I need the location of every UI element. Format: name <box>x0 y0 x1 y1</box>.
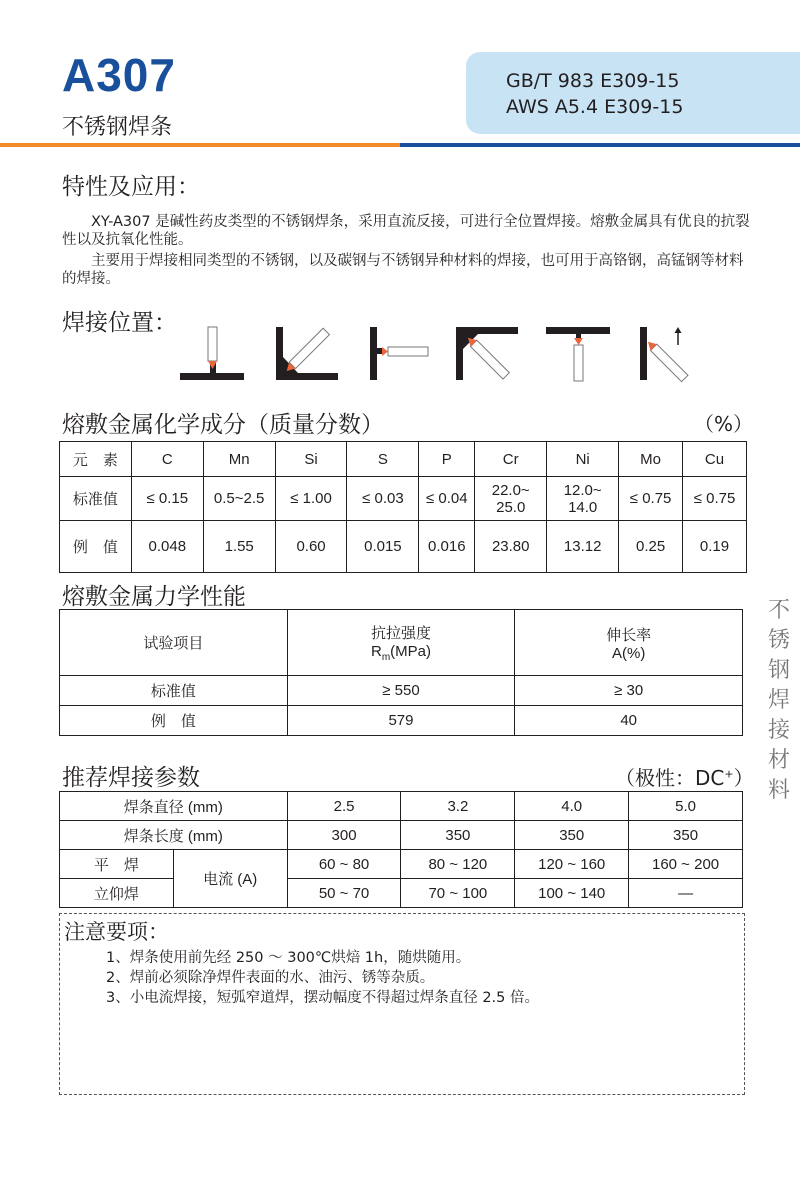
side-label-char: 焊 <box>767 688 790 713</box>
chem-header-c: C <box>131 442 203 477</box>
chem-cell: 0.5~2.5 <box>203 477 275 521</box>
param-label: 立仰焊 <box>60 879 174 908</box>
notes-item: 2、焊前必须除净焊件表面的水、油污、锈等杂质。 <box>106 970 435 986</box>
chem-cell: 例 值 <box>60 521 132 573</box>
table-header-row <box>60 442 747 477</box>
table-row <box>60 792 743 821</box>
chem-header-p: P <box>419 442 475 477</box>
positions-title: 焊接位置： <box>62 310 177 336</box>
elongation-label: 伸长率 <box>606 626 652 644</box>
overhead-fillet-icon <box>456 325 520 383</box>
side-label <box>766 596 792 806</box>
param-cell: 70 ~ 100 <box>401 879 515 908</box>
side-label-char: 料 <box>767 778 790 803</box>
tensile-label: 抗拉强度 <box>370 625 431 642</box>
notes-title: 注意要项： <box>64 920 169 944</box>
mech-cell: 标准值 <box>60 676 288 706</box>
table-row <box>60 676 743 706</box>
side-label-char: 接 <box>767 718 790 743</box>
param-cell: — <box>629 879 743 908</box>
param-cell: 80 ~ 120 <box>401 850 515 879</box>
mech-header-item: 试验项目 <box>60 610 288 676</box>
tensile-unit-rest: (MPa) <box>390 643 431 660</box>
chem-cell: 0.19 <box>683 521 747 573</box>
mech-cell: ≥ 30 <box>515 676 743 706</box>
chem-cell: 0.60 <box>275 521 347 573</box>
welding-params-table <box>59 791 743 908</box>
chem-header-mo: Mo <box>619 442 683 477</box>
mech-cell: 579 <box>287 706 515 736</box>
chemistry-title: 熔敷金属化学成分（质量分数） <box>62 412 384 438</box>
chem-cell: 13.12 <box>547 521 619 573</box>
chem-cell: ≤ 0.04 <box>419 477 475 521</box>
header-divider-blue <box>400 143 800 147</box>
table-row <box>60 477 747 521</box>
standard-gb: GB/T 983 E309-15 <box>506 70 680 92</box>
mech-header-tensile <box>287 610 515 676</box>
side-label-char: 钢 <box>767 658 790 683</box>
mech-header-elongation <box>515 610 743 676</box>
chem-header-element: 元 素 <box>60 442 132 477</box>
chem-header-cr: Cr <box>475 442 547 477</box>
chemistry-table <box>59 441 747 573</box>
param-cell: 60 ~ 80 <box>287 850 401 879</box>
vertical-up-icon <box>638 325 698 383</box>
chemistry-unit: （%） <box>694 412 754 436</box>
horizontal-position-icon <box>368 325 432 383</box>
features-title: 特性及应用： <box>62 174 200 200</box>
side-label-char: 材 <box>767 748 790 773</box>
standard-aws: AWS A5.4 E309-15 <box>506 96 684 118</box>
mech-cell: ≥ 550 <box>287 676 515 706</box>
param-cell: 5.0 <box>629 792 743 821</box>
chem-cell: 22.0~ 25.0 <box>475 477 547 521</box>
param-cell: 120 ~ 160 <box>515 850 629 879</box>
mech-cell: 40 <box>515 706 743 736</box>
product-name: 不锈钢焊条 <box>62 115 173 140</box>
tensile-unit <box>288 643 515 663</box>
tensile-unit-sub: m <box>381 652 391 663</box>
param-cell: 4.0 <box>515 792 629 821</box>
elongation-unit: A(%) <box>611 644 646 662</box>
param-label: 焊条长度 (mm) <box>60 821 288 850</box>
param-cell: 100 ~ 140 <box>515 879 629 908</box>
notes-item: 1、焊条使用前先经 250 ～ 300℃烘焙 1h，随烘随用。 <box>106 950 471 966</box>
flat-position-icon <box>180 325 246 383</box>
param-cell: 2.5 <box>287 792 401 821</box>
chem-cell: ≤ 0.75 <box>619 477 683 521</box>
notes-box <box>59 913 745 1095</box>
param-cell: 50 ~ 70 <box>287 879 401 908</box>
chem-cell: 0.048 <box>131 521 203 573</box>
param-cell: 350 <box>515 821 629 850</box>
polarity-prefix: （极性：DC <box>615 766 725 790</box>
chem-cell: 0.015 <box>347 521 419 573</box>
polarity-suffix: ） <box>733 766 754 790</box>
table-row <box>60 821 743 850</box>
horizontal-fillet-icon <box>276 325 340 383</box>
chem-cell: ≤ 1.00 <box>275 477 347 521</box>
chem-cell: ≤ 0.75 <box>683 477 747 521</box>
features-paragraph-2: 主要用于焊接相同类型的不锈钢，以及碳钢与不锈钢异种材料的焊接，也可用于高铬钢，高锰钢等材料的焊接。 <box>62 253 744 287</box>
param-cell: 3.2 <box>401 792 515 821</box>
chem-header-ni: Ni <box>547 442 619 477</box>
chem-cell: 12.0~ 14.0 <box>547 477 619 521</box>
chem-header-cu: Cu <box>683 442 747 477</box>
standards-box <box>466 52 800 134</box>
chem-header-si: Si <box>275 442 347 477</box>
side-label-char: 锈 <box>767 628 790 653</box>
table-header-row <box>60 610 743 676</box>
chem-cell: 23.80 <box>475 521 547 573</box>
tensile-unit-r: R <box>370 643 382 660</box>
chem-cell: 标准值 <box>60 477 132 521</box>
param-cell: 350 <box>401 821 515 850</box>
chem-cell: 0.016 <box>419 521 475 573</box>
chem-cell: ≤ 0.15 <box>131 477 203 521</box>
header-divider-orange <box>0 143 400 147</box>
chem-cell: ≤ 0.03 <box>347 477 419 521</box>
table-row <box>60 521 747 573</box>
param-label: 焊条直径 (mm) <box>60 792 288 821</box>
param-cell: 350 <box>629 821 743 850</box>
product-code: A307 <box>62 49 176 101</box>
table-row <box>60 850 743 879</box>
chem-cell: 1.55 <box>203 521 275 573</box>
side-label-char: 不 <box>767 598 790 623</box>
mechanical-table <box>59 609 743 736</box>
polarity-label <box>615 762 754 791</box>
table-row <box>60 879 743 908</box>
chem-cell: 0.25 <box>619 521 683 573</box>
polarity-sup: + <box>724 767 734 781</box>
welding-params-title: 推荐焊接参数 <box>62 765 200 791</box>
chem-header-mn: Mn <box>203 442 275 477</box>
overhead-position-icon <box>546 325 612 383</box>
notes-item: 3、小电流焊接，短弧窄道焊，摆动幅度不得超过焊条直径 2.5 倍。 <box>106 990 540 1006</box>
param-cell: 160 ~ 200 <box>629 850 743 879</box>
current-label: 电流 (A) <box>173 850 287 908</box>
features-paragraph-1: XY-A307 是碱性药皮类型的不锈钢焊条，采用直流反接，可进行全位置焊接。熔敷金属具有优良的抗裂性以及抗氧化性能。 <box>62 214 750 248</box>
chem-header-s: S <box>347 442 419 477</box>
param-cell: 300 <box>287 821 401 850</box>
mech-cell: 例 值 <box>60 706 288 736</box>
param-label: 平 焊 <box>60 850 174 879</box>
table-row <box>60 706 743 736</box>
mechanical-title: 熔敷金属力学性能 <box>62 584 246 610</box>
